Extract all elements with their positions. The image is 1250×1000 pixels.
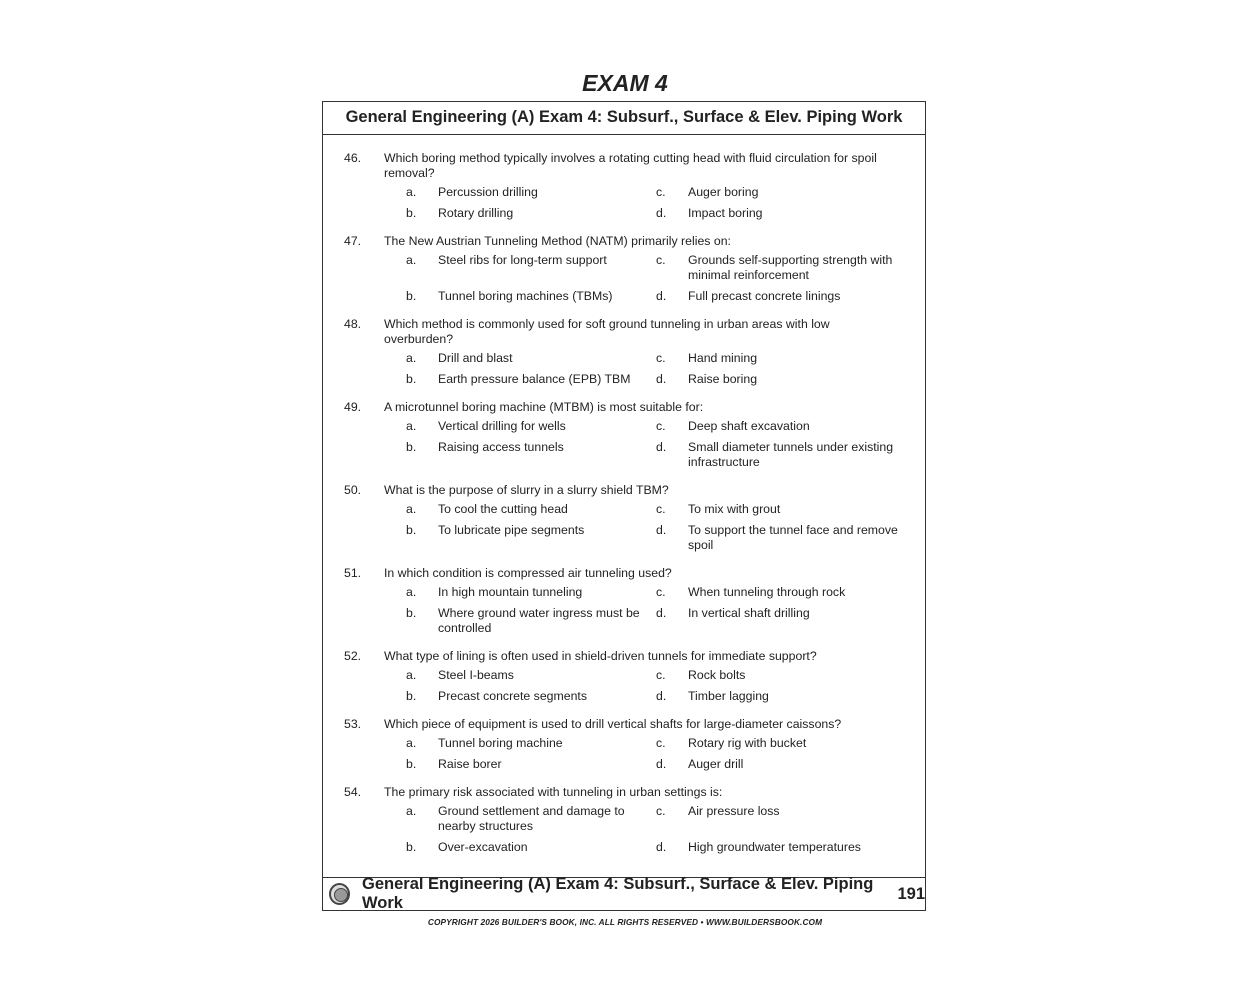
answer-b[interactable] bbox=[406, 757, 656, 772]
question-number: 51. bbox=[344, 566, 362, 580]
answer-text: Timber lagging bbox=[688, 689, 769, 703]
answer-text: Steel I-beams bbox=[438, 668, 514, 682]
answer-letter: a. bbox=[406, 668, 417, 682]
answer-text: Raise boring bbox=[688, 372, 758, 386]
answer-d[interactable] bbox=[656, 757, 916, 772]
answer-text: Rotary rig with bucket bbox=[688, 736, 807, 750]
answer-text: Percussion drilling bbox=[438, 185, 538, 199]
answer-text: To support the tunnel face and remove spoil bbox=[688, 523, 898, 552]
answer-d[interactable] bbox=[656, 206, 916, 221]
answer-d[interactable] bbox=[656, 840, 916, 855]
answer-d[interactable] bbox=[656, 372, 916, 387]
answer-letter: a. bbox=[406, 502, 417, 516]
question-text: A microtunnel boring machine (MTBM) is most suitable for: bbox=[384, 400, 704, 414]
answer-letter: d. bbox=[656, 206, 667, 220]
question-46 bbox=[323, 151, 925, 221]
answer-letter: b. bbox=[406, 206, 417, 220]
answer-letter: b. bbox=[406, 372, 417, 386]
answer-a[interactable] bbox=[406, 736, 656, 751]
answer-letter: c. bbox=[656, 351, 666, 365]
answer-c[interactable] bbox=[656, 351, 916, 366]
answer-letter: d. bbox=[656, 757, 667, 771]
page-footer bbox=[323, 877, 925, 910]
question-text: Which method is commonly used for soft ground tunneling in urban areas with low overburden? bbox=[384, 317, 830, 346]
question-text: The New Austrian Tunneling Method (NATM) primarily relies on: bbox=[384, 234, 731, 248]
answer-b[interactable] bbox=[406, 606, 656, 636]
answer-letter: a. bbox=[406, 185, 417, 199]
answer-letter: b. bbox=[406, 757, 417, 771]
answer-text: In high mountain tunneling bbox=[438, 585, 583, 599]
answer-text: Air pressure loss bbox=[688, 804, 780, 818]
answer-text: Deep shaft excavation bbox=[688, 419, 810, 433]
answer-text: Full precast concrete linings bbox=[688, 289, 841, 303]
answer-text: Rotary drilling bbox=[438, 206, 514, 220]
answer-d[interactable] bbox=[656, 523, 916, 553]
answer-text: High groundwater temperatures bbox=[688, 840, 861, 854]
question-number: 49. bbox=[344, 400, 362, 414]
question-number: 53. bbox=[344, 717, 362, 731]
answer-letter: d. bbox=[656, 606, 667, 620]
exam-title: EXAM 4 bbox=[582, 70, 668, 96]
answer-text: Rock bolts bbox=[688, 668, 746, 682]
answer-letter: a. bbox=[406, 419, 417, 433]
answer-text: Earth pressure balance (EPB) TBM bbox=[438, 372, 631, 386]
question-number: 47. bbox=[344, 234, 362, 248]
answer-text: To mix with grout bbox=[688, 502, 781, 516]
answer-text: Drill and blast bbox=[438, 351, 513, 365]
question-number: 46. bbox=[344, 151, 362, 165]
question-49 bbox=[323, 400, 925, 470]
answer-text: Vertical drilling for wells bbox=[438, 419, 566, 433]
question-number: 52. bbox=[344, 649, 362, 663]
answer-letter: c. bbox=[656, 585, 666, 599]
answer-text: Where ground water ingress must be controlled bbox=[438, 606, 640, 635]
answer-text: Raising access tunnels bbox=[438, 440, 564, 454]
answer-a[interactable] bbox=[406, 419, 656, 434]
answer-text: Hand mining bbox=[688, 351, 758, 365]
answer-b[interactable] bbox=[406, 523, 656, 553]
answer-d[interactable] bbox=[656, 689, 916, 704]
answer-b[interactable] bbox=[406, 689, 656, 704]
question-text: What is the purpose of slurry in a slurry shield TBM? bbox=[384, 483, 669, 497]
answer-text: Small diameter tunnels under existing infrastructure bbox=[688, 440, 894, 469]
answer-c[interactable] bbox=[656, 585, 916, 600]
answer-text: Grounds self-supporting strength with minimal reinforcement bbox=[688, 253, 893, 282]
builders-book-seal-icon bbox=[329, 883, 350, 905]
answer-letter: b. bbox=[406, 606, 417, 620]
answer-a[interactable] bbox=[406, 351, 656, 366]
answer-c[interactable] bbox=[656, 804, 916, 834]
page-number: 191 bbox=[897, 884, 925, 903]
answer-letter: d. bbox=[656, 289, 667, 303]
answer-d[interactable] bbox=[656, 289, 916, 304]
answer-text: Auger drill bbox=[688, 757, 744, 771]
question-54 bbox=[323, 785, 925, 855]
answer-letter: c. bbox=[656, 736, 666, 750]
answer-letter: d. bbox=[656, 440, 667, 454]
answer-letter: a. bbox=[406, 351, 417, 365]
answer-text: When tunneling through rock bbox=[688, 585, 846, 599]
answer-c[interactable] bbox=[656, 736, 916, 751]
answer-letter: c. bbox=[656, 253, 666, 267]
question-text: Which boring method typically involves a rotating cutting head with fluid circulation for spoil removal? bbox=[384, 151, 877, 180]
answer-a[interactable] bbox=[406, 804, 656, 834]
footer-title: General Engineering (A) Exam 4: Subsurf., Surface & Elev. Piping Work bbox=[362, 875, 874, 912]
answer-c[interactable] bbox=[656, 668, 916, 683]
question-50 bbox=[323, 483, 925, 553]
question-52 bbox=[323, 649, 925, 704]
answer-text: Ground settlement and damage to nearby structures bbox=[438, 804, 625, 833]
answer-letter: d. bbox=[656, 689, 667, 703]
answer-a[interactable] bbox=[406, 585, 656, 600]
answer-c[interactable] bbox=[656, 419, 916, 434]
answer-letter: c. bbox=[656, 804, 666, 818]
question-text: What type of lining is often used in shield-driven tunnels for immediate support? bbox=[384, 649, 817, 663]
answer-text: Tunnel boring machines (TBMs) bbox=[438, 289, 613, 303]
answer-text: Raise borer bbox=[438, 757, 502, 771]
question-53 bbox=[323, 717, 925, 772]
answer-text: In vertical shaft drilling bbox=[688, 606, 810, 620]
question-text: In which condition is compressed air tunneling used? bbox=[384, 566, 672, 580]
answer-letter: b. bbox=[406, 289, 417, 303]
answer-letter: d. bbox=[656, 523, 667, 537]
answer-letter: a. bbox=[406, 804, 417, 818]
answer-text: Tunnel boring machine bbox=[438, 736, 563, 750]
answer-letter: c. bbox=[656, 185, 666, 199]
copyright-notice: COPYRIGHT 2026 BUILDER'S BOOK, INC. ALL RIGHTS RESERVED • WWW.BUILDERSBOOK.COM bbox=[427, 917, 823, 927]
question-51 bbox=[323, 566, 925, 636]
answer-letter: d. bbox=[656, 372, 667, 386]
section-header: General Engineering (A) Exam 4: Subsurf., Surface & Elev. Piping Work bbox=[323, 102, 925, 135]
answer-letter: b. bbox=[406, 523, 417, 537]
answer-a[interactable] bbox=[406, 185, 656, 200]
answer-b[interactable] bbox=[406, 289, 656, 304]
answer-b[interactable] bbox=[406, 440, 656, 470]
answer-a[interactable] bbox=[406, 502, 656, 517]
answer-letter: a. bbox=[406, 585, 417, 599]
question-list bbox=[323, 135, 925, 855]
answer-text: To lubricate pipe segments bbox=[438, 523, 585, 537]
answer-letter: c. bbox=[656, 419, 666, 433]
answer-b[interactable] bbox=[406, 372, 656, 387]
question-text: Which piece of equipment is used to drill vertical shafts for large-diameter caissons? bbox=[384, 717, 842, 731]
question-text: The primary risk associated with tunneling in urban settings is: bbox=[384, 785, 723, 799]
answer-letter: a. bbox=[406, 736, 417, 750]
question-number: 50. bbox=[344, 483, 362, 497]
answer-c[interactable] bbox=[656, 185, 916, 200]
answer-a[interactable] bbox=[406, 253, 656, 283]
exam-frame bbox=[322, 101, 926, 911]
answer-a[interactable] bbox=[406, 668, 656, 683]
answer-letter: c. bbox=[656, 668, 666, 682]
answer-text: Impact boring bbox=[688, 206, 763, 220]
answer-text: Over-excavation bbox=[438, 840, 528, 854]
answer-letter: b. bbox=[406, 440, 417, 454]
answer-c[interactable] bbox=[656, 502, 916, 517]
answer-b[interactable] bbox=[406, 840, 656, 855]
answer-d[interactable] bbox=[656, 440, 916, 470]
answer-letter: c. bbox=[656, 502, 666, 516]
answer-text: Auger boring bbox=[688, 185, 759, 199]
answer-text: To cool the cutting head bbox=[438, 502, 568, 516]
question-47 bbox=[323, 234, 925, 304]
answer-letter: b. bbox=[406, 689, 417, 703]
answer-d[interactable] bbox=[656, 606, 916, 636]
answer-b[interactable] bbox=[406, 206, 656, 221]
question-number: 54. bbox=[344, 785, 362, 799]
answer-text: Precast concrete segments bbox=[438, 689, 587, 703]
answer-letter: d. bbox=[656, 840, 667, 854]
question-number: 48. bbox=[344, 317, 362, 331]
answer-text: Steel ribs for long-term support bbox=[438, 253, 607, 267]
answer-letter: a. bbox=[406, 253, 417, 267]
question-48 bbox=[323, 317, 925, 387]
answer-letter: b. bbox=[406, 840, 417, 854]
answer-c[interactable] bbox=[656, 253, 916, 283]
